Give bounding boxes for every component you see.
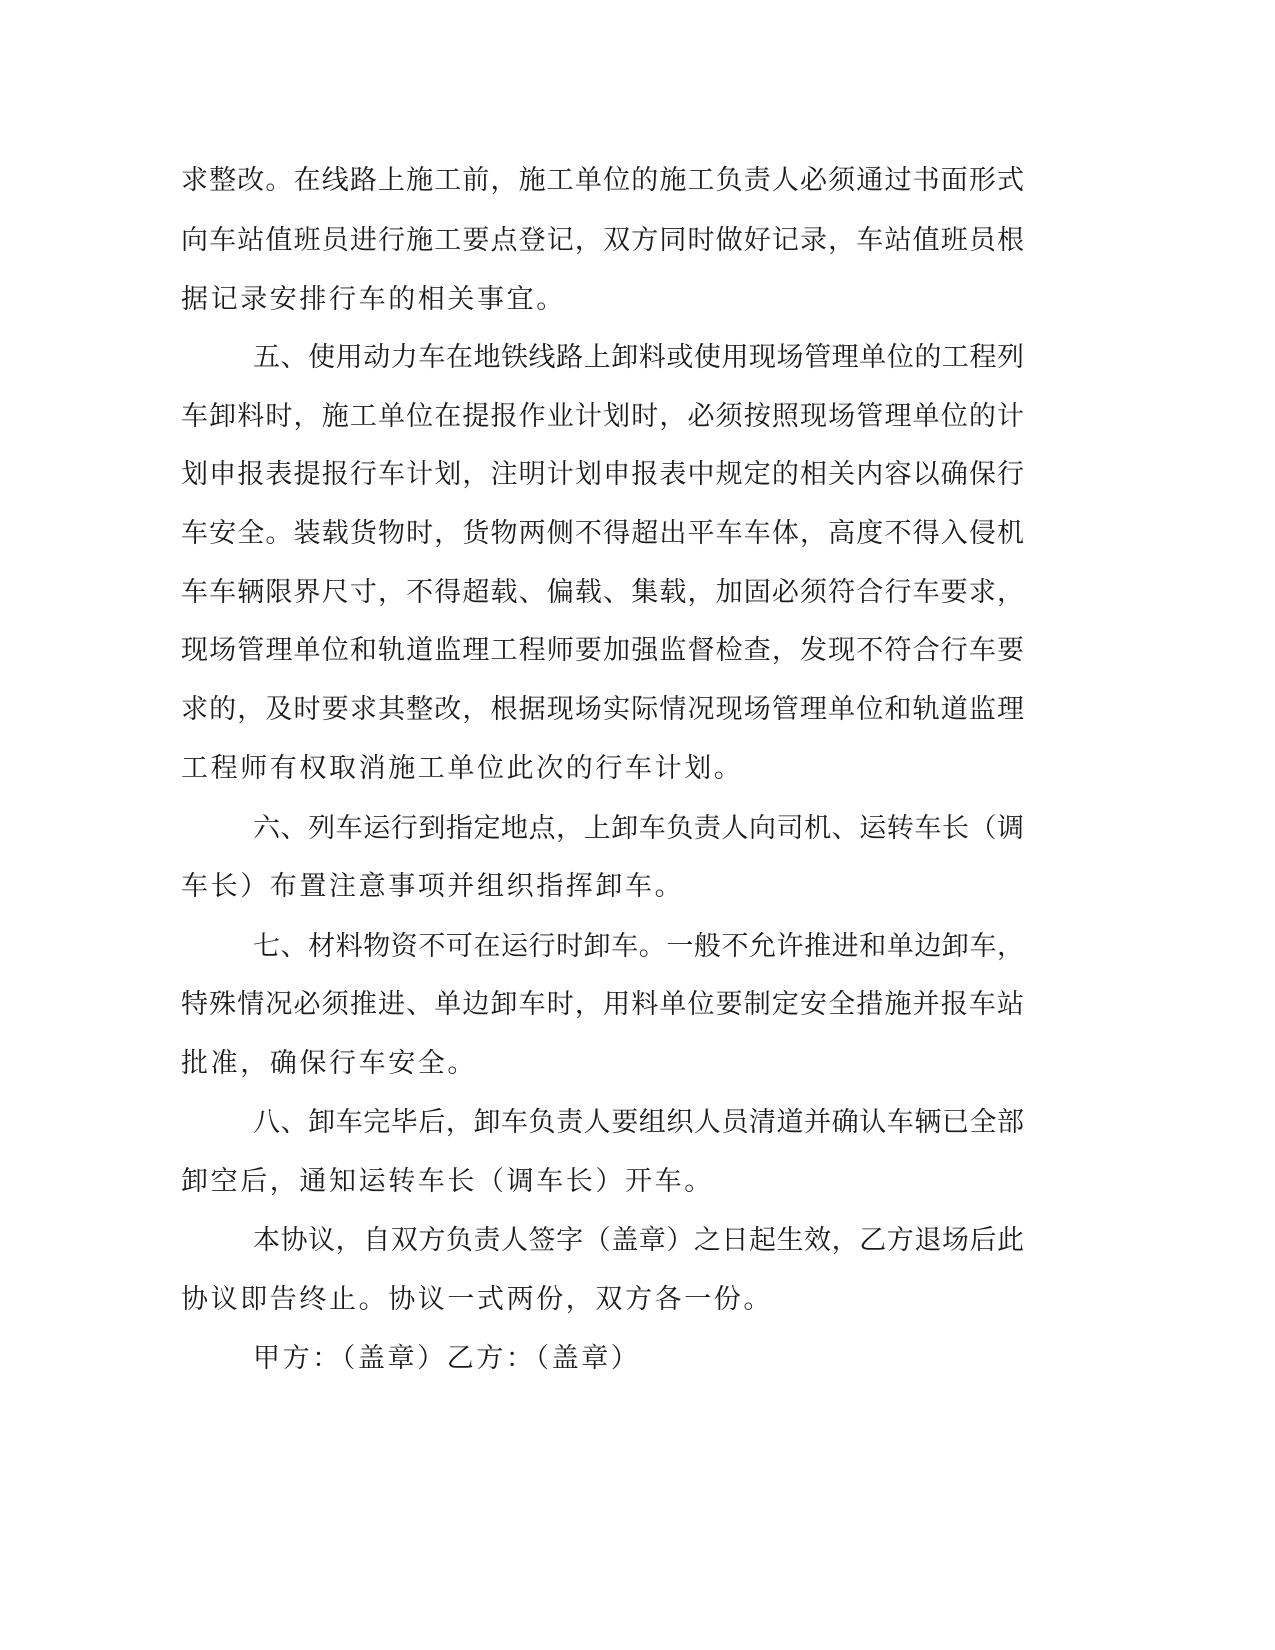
text-line: 车安全。装载货物时，货物两侧不得超出平车车体，高度不得入侵机 — [181, 518, 1024, 549]
paragraph-eight-start: 八、卸车完毕后，卸车负责人要组织人员清道并确认车辆已全部 — [253, 1107, 1024, 1138]
paragraph-five-start: 五、使用动力车在地铁线路上卸料或使用现场管理单位的工程列 — [253, 342, 1024, 373]
text-line: 向车站值班员进行施工要点登记，双方同时做好记录，车站值班员根 — [181, 225, 1024, 256]
paragraph-seven-start: 七、材料物资不可在运行时卸车。一般不允许推进和单边卸车， — [253, 931, 1024, 962]
text-line: 卸空后，通知运转车长（调车长）开车。 — [181, 1166, 714, 1197]
text-line: 求整改。在线路上施工前，施工单位的施工负责人必须通过书面形式 — [181, 165, 1024, 196]
signature-line: 甲方：（盖章）乙方：（盖章） — [253, 1343, 641, 1374]
text-line: 据记录安排行车的相关事宜。 — [181, 284, 566, 315]
text-line: 划申报表提报行车计划，注明计划申报表中规定的相关内容以确保行 — [181, 459, 1024, 490]
text-line: 车卸料时，施工单位在提报作业计划时，必须按照现场管理单位的计 — [181, 401, 1024, 432]
agreement-clause-start: 本协议，自双方负责人签字（盖章）之日起生效，乙方退场后此 — [253, 1225, 1024, 1256]
document-page — [181, 0, 1024, 1650]
text-line: 现场管理单位和轨道监理工程师要加强监督检查，发现不符合行车要 — [181, 635, 1024, 666]
text-line: 批准，确保行车安全。 — [181, 1048, 477, 1079]
text-line: 协议即告终止。协议一式两份，双方各一份。 — [181, 1284, 773, 1315]
text-line: 求的，及时要求其整改，根据现场实际情况现场管理单位和轨道监理 — [181, 694, 1024, 725]
text-line: 工程师有权取消施工单位此次的行车计划。 — [181, 753, 744, 784]
text-line: 车长）布置注意事项并组织指挥卸车。 — [181, 871, 685, 902]
text-line: 特殊情况必须推进、单边卸车时，用料单位要制定安全措施并报车站 — [181, 989, 1024, 1020]
text-line: 车车辆限界尺寸，不得超载、偏载、集载，加固必须符合行车要求， — [181, 577, 1024, 608]
paragraph-six-start: 六、列车运行到指定地点，上卸车负责人向司机、运转车长（调 — [253, 813, 1024, 844]
